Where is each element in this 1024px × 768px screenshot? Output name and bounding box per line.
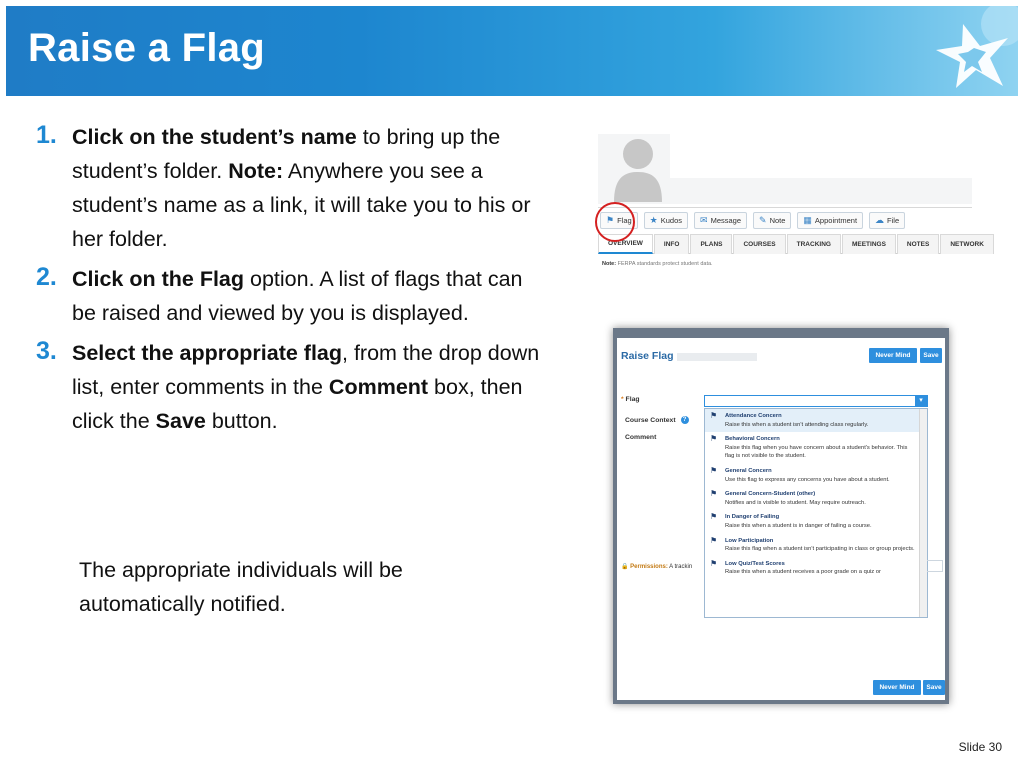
title-banner [6, 6, 1018, 96]
notification-note: The appropriate individuals will be automatically notified. [79, 558, 403, 616]
action-button-row [600, 212, 905, 232]
tab-network[interactable]: NETWORK [940, 234, 994, 254]
flag-icon: ⚑ [606, 215, 615, 225]
flag-icon: ⚑ [710, 512, 718, 522]
step-2 [36, 262, 546, 330]
flag-option[interactable]: ⚑ Low Participation Raise this flag when a student isn't participating in class or group projects. [710, 535, 915, 553]
save-button-bottom[interactable]: Save [923, 680, 945, 695]
slide-title: Raise a Flag [28, 26, 266, 70]
save-button[interactable]: Save [920, 348, 942, 363]
step-bold: Note: [228, 159, 284, 183]
envelope-icon: ✉ [700, 215, 708, 225]
flag-icon: ⚑ [710, 465, 718, 475]
comment-label: Comment [625, 434, 657, 441]
flag-highlight-circle [595, 202, 635, 242]
step-bold: Click on the student’s name [72, 125, 357, 149]
tab-plans[interactable]: PLANS [690, 234, 732, 254]
note-icon: ✎ [759, 215, 767, 225]
flag-select[interactable] [704, 395, 928, 407]
tab-meetings[interactable]: MEETINGS [842, 234, 896, 254]
slide-number: Slide 30 [958, 740, 1002, 754]
permissions-note: 🔒 Permissions: A trackin [621, 564, 693, 570]
tab-tracking[interactable]: TRACKING [787, 234, 841, 254]
file-button[interactable]: ☁ File [869, 212, 905, 229]
step-1 [36, 120, 546, 256]
step-number: 2. [36, 263, 57, 291]
flag-icon: ⚑ [710, 489, 718, 499]
calendar-icon: ▦ [803, 215, 812, 225]
step-bold: Save [155, 409, 206, 433]
flag-option[interactable]: ⚑ Low Quiz/Test Scores Raise this when a student receives a poor grade on a quiz or [710, 558, 881, 576]
course-context-label: Course Context ? [625, 416, 689, 424]
step-number: 3. [36, 337, 57, 365]
chevron-down-icon[interactable]: ▾ [915, 396, 927, 406]
tab-info[interactable]: INFO [654, 234, 690, 254]
step-text: button. [205, 409, 278, 433]
tab-notes[interactable]: NOTES [897, 234, 939, 254]
step-bold: Comment [328, 375, 429, 399]
message-button[interactable]: ✉ Message [694, 212, 747, 229]
flag-icon: ⚑ [710, 411, 718, 420]
flag-dropdown-list [704, 408, 928, 618]
step-number: 1. [36, 121, 57, 149]
flag-option[interactable]: ⚑ General Concern-Student (other) Notifies and is visible to student. May require outreach. [710, 489, 866, 506]
flag-option[interactable]: ⚑ Behavioral Concern Raise this flag when you have concern about a student's behavior. This flag is not visible to the student. [710, 434, 908, 460]
step-bold: Select the appropriate flag [72, 341, 343, 365]
flag-option[interactable]: ⚑ In Danger of Failing Raise this when a student is in danger of failing a course. [710, 512, 872, 529]
kudos-icon: ★ [649, 215, 658, 225]
instruction-list [36, 120, 546, 444]
step-text: Anywhere you see a student’s name as a link, it will take you to his or her folder. [72, 159, 531, 251]
starfish-icon [908, 6, 1018, 96]
step-3 [36, 336, 546, 438]
step-text: to bring up the student’s folder. [72, 125, 501, 183]
flag-option[interactable]: ⚑ Attendance Concern Raise this when a student isn't attending class regularly. [705, 409, 927, 432]
avatar-icon [612, 136, 664, 202]
never-mind-button-bottom[interactable]: Never Mind [873, 680, 921, 695]
kudos-button[interactable]: ★ Kudos [644, 212, 688, 229]
raise-flag-dialog [613, 328, 949, 704]
folder-tabs [598, 234, 984, 254]
flag-icon: ⚑ [710, 434, 718, 444]
never-mind-button[interactable]: Never Mind [869, 348, 917, 363]
step-text: , from the drop down list, enter comments in the [72, 341, 540, 399]
flag-icon: ⚑ [710, 535, 718, 545]
step-bold: Click on the Flag [72, 267, 245, 291]
tab-overview[interactable]: OVERVIEW [598, 234, 653, 254]
lock-icon: 🔒 [621, 564, 629, 570]
ferpa-note: Note: FERPA standards protect student data. [602, 261, 713, 267]
dialog-title: Raise Flag [621, 350, 674, 362]
tab-courses[interactable]: COURSES [733, 234, 785, 254]
flag-label: * Flag [621, 396, 640, 403]
step-text: option. A list of flags that can be raised and viewed by you is displayed. [72, 267, 523, 325]
flag-button[interactable]: ⚑ Flag [600, 212, 638, 229]
flag-option[interactable]: ⚑ General Concern Use this flag to express any concerns you have about a student. [710, 465, 890, 483]
student-folder-screenshot [598, 134, 984, 272]
upload-icon: ☁ [875, 215, 885, 225]
note-button[interactable]: ✎ Note [753, 212, 791, 229]
flag-icon: ⚑ [710, 558, 718, 568]
help-icon[interactable]: ? [681, 416, 689, 424]
dropdown-scrollbar[interactable] [919, 409, 927, 618]
appointment-button[interactable]: ▦ Appointment [797, 212, 863, 229]
step-text: box, then click the [72, 375, 523, 433]
